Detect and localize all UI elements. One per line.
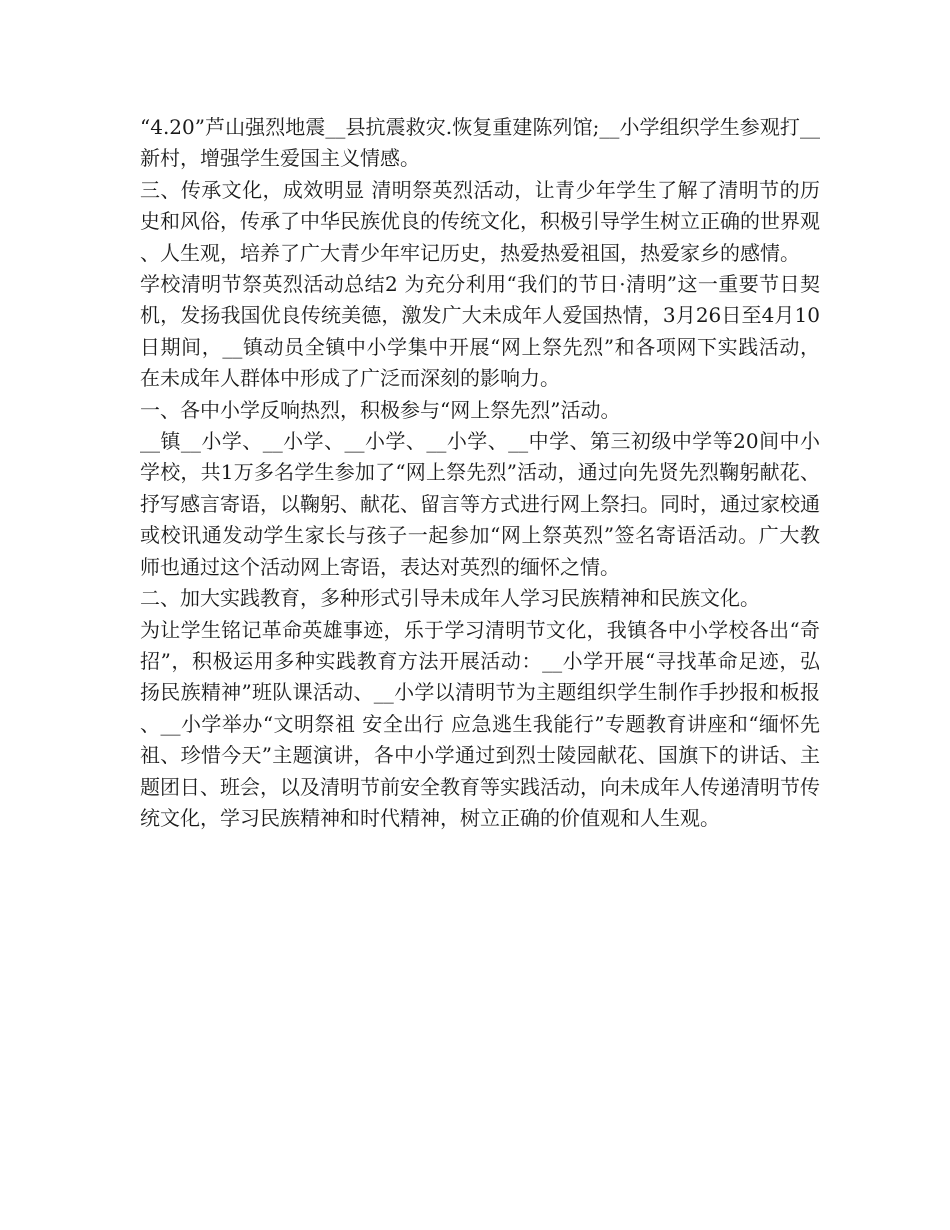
document-body [140, 112, 820, 834]
paragraph-online-participation: __镇__小学、__小学、__小学、__小学、__中学、第三初级中学等20间中小学校，共1万多名学生参加了“网上祭先烈”活动，通过向先贤先烈鞠躬献花、抒写感言寄语，以鞠躬、献花、留言等方式进行网上祭扫。同时，通过家校通或校讯通发动学生家长与孩子一起参加“网上祭英烈”签名寄语活动。广大教师也通过这个活动网上寄语，表达对英烈的缅怀之情。 [140, 429, 820, 579]
heading-section-one: 一、各中小学反响热烈，积极参与“网上祭先烈”活动。 [140, 397, 621, 422]
paragraph-quake-memorial: “4.20”芦山强烈地震__县抗震救灾.恢复重建陈列馆;__小学组织学生参观打__新村，增强学生爱国主义情感。 [140, 115, 820, 171]
paragraph-section-three: 三、传承文化，成效明显 清明祭英烈活动，让青少年学生了解了清明节的历史和风俗，传承了中华民族优良的传统文化，积极引导学生树立正确的世界观、人生观，培养了广大青少年牢记历史，热爱热爱祖国，热爱家乡的感情。 [140, 177, 820, 265]
paragraph-practice-activities: 为让学生铭记革命英雄事迹，乐于学习清明节文化，我镇各中小学校各出“奇招”，积极运用多种实践教育方法开展活动：__小学开展“寻找革命足迹，弘扬民族精神”班队课活动、__小学以清明节为主题组织学生制作手抄报和板报、__小学举办“文明祭祖 安全出行 应急逃生我能行”专题教育讲座和“缅怀先祖、珍惜今天”主题演讲，各中小学通过到烈士陵园献花、国旗下的讲话、主题团日、班会，以及清明节前安全教育等实践活动，向未成年人传递清明节传统文化，学习民族精神和时代精神，树立正确的价值观和人生观。 [140, 617, 820, 830]
paragraph-summary-2-intro: 学校清明节祭英烈活动总结2 为充分利用“我们的节日·清明”这一重要节日契机，发扬我国优良传统美德，激发广大未成年人爱国热情，3月26日至4月10日期间，__镇动员全镇中小学集中开展“网上祭先烈”和各项网下实践活动，在未成年人群体中形成了广泛而深刻的影响力。 [140, 272, 820, 391]
heading-section-two: 二、加大实践教育，多种形式引导未成年人学习民族精神和民族文化。 [140, 586, 760, 611]
